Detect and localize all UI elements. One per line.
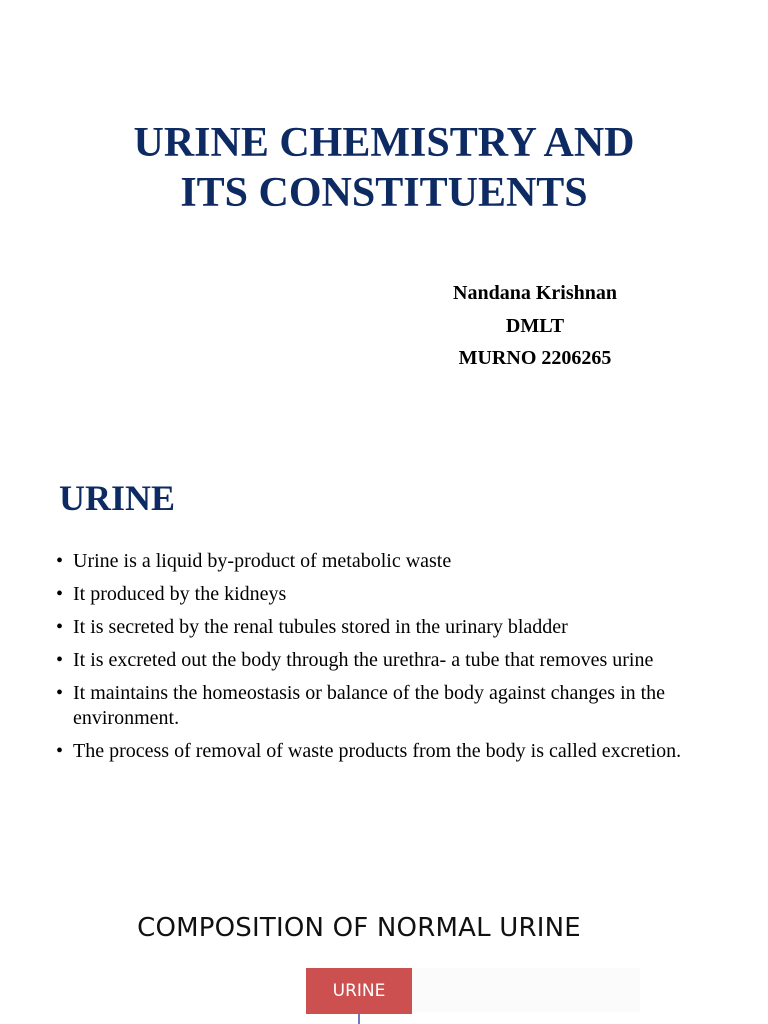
author-murno: MURNO 2206265 <box>458 347 612 369</box>
bullet-icon: • <box>56 649 64 671</box>
diagram-connector <box>358 1014 360 1024</box>
list-item <box>56 615 736 640</box>
author-name: Nandana Krishnan <box>453 282 617 304</box>
list-item <box>56 681 736 730</box>
bullet-text: It produced by the kidneys <box>73 583 287 605</box>
bullet-text: Urine is a liquid by-product of metabolic waste <box>73 550 452 572</box>
bullet-text: It is excreted out the body through the urethra- a tube that removes urine <box>73 649 654 671</box>
list-item <box>56 549 736 574</box>
diagram-background <box>412 968 640 1012</box>
bullet-text: It is secreted by the renal tubules stored in the urinary bladder <box>73 616 568 638</box>
list-item <box>56 648 736 673</box>
list-item <box>56 739 736 764</box>
urine-root-node: URINE <box>306 968 412 1014</box>
bullet-text: It maintains the homeostasis or balance of the body against changes in the environment. <box>73 682 666 729</box>
bullet-list <box>56 549 736 772</box>
author-block <box>404 277 666 375</box>
list-item <box>56 582 736 607</box>
author-course: DMLT <box>505 314 565 337</box>
bullet-icon: • <box>56 616 64 638</box>
composition-heading: COMPOSITION OF NORMAL URINE <box>137 913 581 943</box>
bullet-icon: • <box>56 682 64 704</box>
bullet-text: The process of removal of waste products from the body is called excretion. <box>73 739 682 762</box>
title-line-2: ITS CONSTITUENTS <box>180 170 588 216</box>
bullet-icon: • <box>56 739 64 762</box>
page-title <box>0 118 768 218</box>
bullet-icon: • <box>56 550 64 572</box>
section-heading-urine: URINE <box>59 478 176 518</box>
bullet-icon: • <box>56 583 64 605</box>
title-line-1: URINE CHEMISTRY AND <box>133 120 635 166</box>
